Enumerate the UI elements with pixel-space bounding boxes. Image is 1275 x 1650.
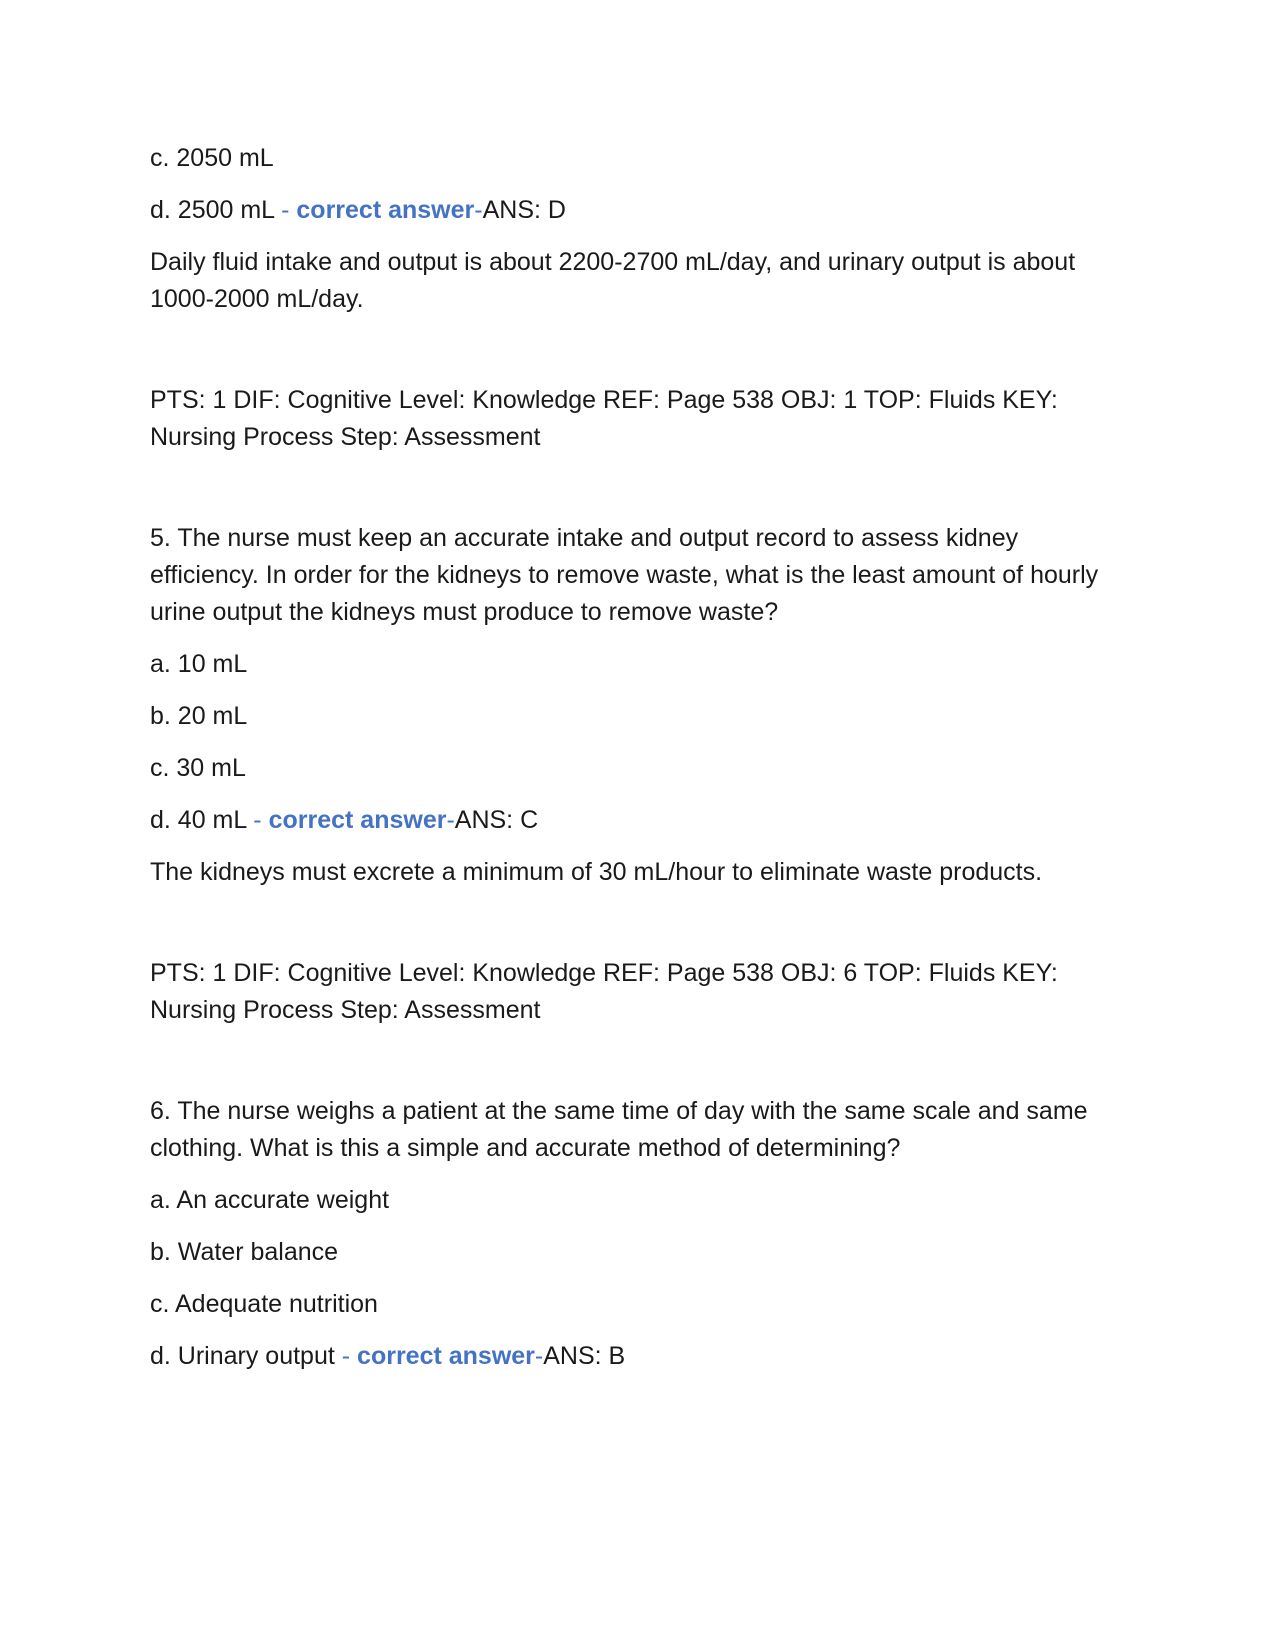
q4-option-c: c. 2050 mL — [150, 144, 274, 172]
q6-option-d: d. Urinary output — [150, 1342, 335, 1370]
q4-rationale: Daily fluid intake and output is about 2200-2700 mL/day, and urinary output is about 1000-2000 mL/day. — [150, 248, 1076, 313]
document-page — [150, 140, 1130, 1390]
answer-marker-suffix: - — [446, 806, 455, 834]
spacer — [150, 333, 1130, 382]
spacer — [150, 1044, 1130, 1093]
q5-meta: PTS: 1 DIF: Cognitive Level: Knowledge REF: Page 538 OBJ: 6 TOP: Fluids KEY: Nursing Process Step: Assessment — [150, 959, 1058, 1024]
q5-option-d-line — [150, 802, 1130, 839]
q5-question: 5. The nurse must keep an accurate intake and output record to assess kidney efficiency. In order for the kidneys to remove waste, what is the least amount of hourly urine output the kidneys must produce to remove waste? — [150, 524, 1099, 626]
q4-option-d-line — [150, 192, 1130, 229]
q6-option-d-line — [150, 1338, 1130, 1375]
answer-marker-prefix: - — [274, 196, 297, 224]
q6-option-c: c. Adequate nutrition — [150, 1290, 378, 1318]
spacer — [150, 471, 1130, 520]
answer-marker-label: correct answer — [268, 806, 447, 834]
q6-answer: ANS: B — [543, 1342, 626, 1370]
q5-rationale: The kidneys must excrete a minimum of 30 mL/hour to eliminate waste products. — [150, 858, 1043, 886]
answer-marker-suffix: - — [534, 1342, 544, 1370]
q4-answer: ANS: D — [482, 196, 566, 224]
q5-option-b: b. 20 mL — [150, 702, 248, 730]
q4-meta: PTS: 1 DIF: Cognitive Level: Knowledge REF: Page 538 OBJ: 1 TOP: Fluids KEY: Nursing Process Step: Assessment — [150, 386, 1058, 451]
q6-option-b: b. Water balance — [150, 1238, 339, 1266]
q5-option-d: d. 40 mL — [150, 806, 247, 834]
q5-option-c: c. 30 mL — [150, 754, 246, 782]
answer-marker-prefix: - — [246, 806, 269, 834]
q6-option-a: a. An accurate weight — [150, 1186, 390, 1214]
answer-marker-prefix: - — [334, 1342, 358, 1370]
q5-option-a: a. 10 mL — [150, 650, 248, 678]
answer-marker-label: correct answer — [296, 196, 475, 224]
answer-marker-suffix: - — [474, 196, 483, 224]
answer-marker-label: correct answer — [357, 1342, 535, 1370]
q4-option-d: d. 2500 mL — [150, 196, 275, 224]
q5-answer: ANS: C — [454, 806, 539, 834]
spacer — [150, 906, 1130, 955]
q6-question: 6. The nurse weighs a patient at the same time of day with the same scale and same clothing. What is this a simple and accurate method of determining? — [150, 1097, 1088, 1162]
